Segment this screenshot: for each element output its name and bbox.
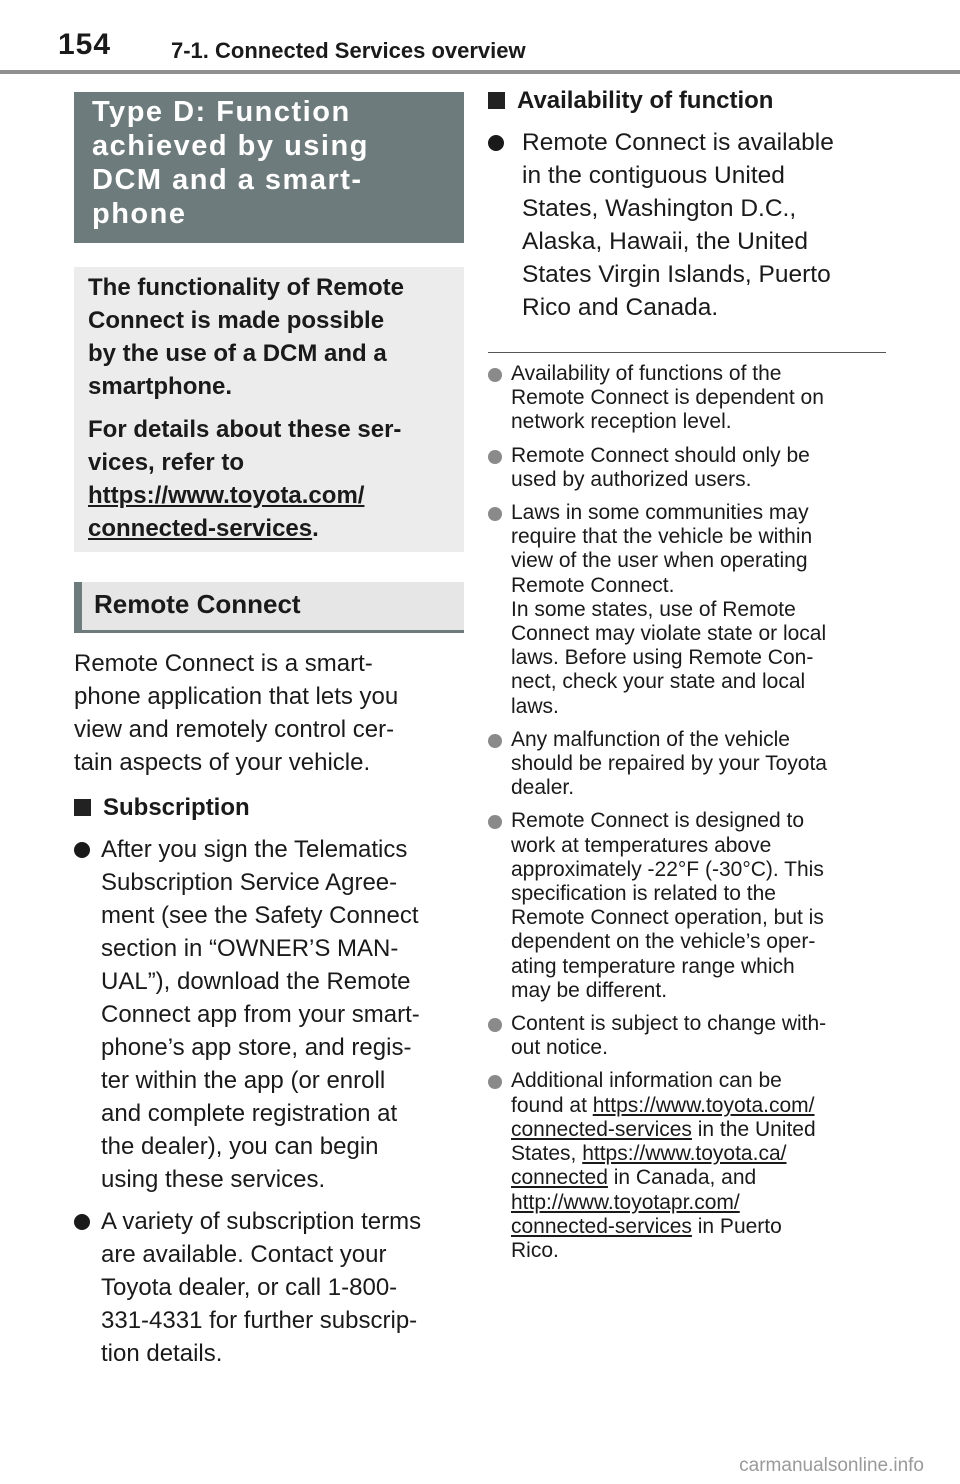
bullet-line: and complete registration at xyxy=(101,1100,398,1127)
remote-connect-heading-box xyxy=(74,582,464,633)
info-paragraph xyxy=(88,271,450,403)
note-fragment: in the United xyxy=(691,1117,816,1141)
note-item xyxy=(488,501,888,719)
info-line: For details about these ser- xyxy=(88,416,402,443)
info-line: smartphone. xyxy=(88,373,233,400)
bullet-line: are available. Contact your xyxy=(101,1241,387,1268)
bullet-line: phone’s app store, and regis- xyxy=(101,1034,412,1061)
note-line: ating temperature range which xyxy=(511,954,795,978)
left-column xyxy=(74,92,464,1370)
toyota-canada-link[interactable]: https://www.toyota.ca/ xyxy=(582,1142,787,1166)
info-line: by the use of a DCM and a xyxy=(88,340,387,367)
type-d-heading xyxy=(92,95,446,231)
note-bullet-icon xyxy=(488,1018,502,1032)
bullet-line: 331-4331 for further subscrip- xyxy=(101,1307,418,1334)
right-column xyxy=(488,84,888,1263)
link-suffix: . xyxy=(312,515,319,542)
note-bullet-icon xyxy=(488,450,502,464)
note-line: In some states, use of Remote xyxy=(511,597,796,621)
note-text xyxy=(511,809,888,1003)
page-number: 154 xyxy=(58,28,112,61)
toyota-connected-services-link[interactable]: https://www.toyota.com/ xyxy=(88,482,365,509)
notes-list xyxy=(488,362,888,1060)
type-d-heading-box xyxy=(74,92,464,243)
note-line: out notice. xyxy=(511,1036,608,1060)
notes-divider xyxy=(488,352,886,353)
type-d-heading-line: Type D: Function xyxy=(92,96,351,128)
intro-line: tain aspects of your vehicle. xyxy=(74,749,371,776)
note-item xyxy=(488,1012,888,1060)
note-text xyxy=(511,362,888,435)
bullet-line: After you sign the Telematics xyxy=(101,836,408,863)
remote-connect-intro xyxy=(74,647,464,779)
page-header xyxy=(0,0,960,74)
note-line: Remote Connect operation, but is xyxy=(511,906,824,930)
bullet-line: tion details. xyxy=(101,1340,223,1367)
note-bullet-icon xyxy=(488,1075,502,1089)
note-item xyxy=(488,809,888,1003)
toyota-connected-services-link[interactable]: connected-services xyxy=(88,515,313,542)
note-line: Additional information can be xyxy=(511,1069,782,1093)
disc-bullet-icon xyxy=(74,842,90,858)
bullet-line: A variety of subscription terms xyxy=(101,1208,422,1235)
note-text xyxy=(511,501,888,719)
note-line: Remote Connect is dependent on xyxy=(511,386,824,410)
bullet-line: ment (see the Safety Connect xyxy=(101,902,419,929)
info-line: Connect is made possible xyxy=(88,307,385,334)
disc-bullet-icon xyxy=(488,135,504,151)
note-item xyxy=(488,362,888,435)
bullet-line: UAL”), download the Remote xyxy=(101,968,411,995)
note-line: Rico. xyxy=(511,1238,559,1262)
note-line: specification is related to the xyxy=(511,882,776,906)
watermark: carmanualsonline.info xyxy=(739,1455,924,1476)
note-item xyxy=(488,728,888,801)
bullet-line: the dealer), you can begin xyxy=(101,1133,379,1160)
toyota-puerto-rico-link[interactable]: connected-services xyxy=(511,1214,692,1238)
bullet-line: in the contiguous United xyxy=(522,162,785,189)
bullet-line: section in “OWNER’S MAN- xyxy=(101,935,399,962)
note-text xyxy=(511,444,888,492)
info-details-paragraph xyxy=(88,413,450,545)
note-line: nect, check your state and local xyxy=(511,670,806,694)
note-line: laws. xyxy=(511,694,559,718)
note-fragment: in Canada, and xyxy=(607,1166,757,1190)
note-line: Remote Connect is designed to xyxy=(511,809,805,833)
toyota-canada-link[interactable]: connected xyxy=(511,1166,608,1190)
toyota-us-link[interactable]: connected-services xyxy=(511,1117,692,1141)
subscription-heading-text: Subscription xyxy=(103,794,250,821)
bullet-text xyxy=(101,1205,464,1370)
note-item xyxy=(488,444,888,492)
note-fragment: found at xyxy=(511,1093,593,1117)
note-line: Laws in some communities may xyxy=(511,501,809,525)
bullet-line: Connect app from your smart- xyxy=(101,1001,420,1028)
note-line: Availability of functions of the xyxy=(511,362,782,385)
note-text xyxy=(511,728,888,801)
remote-connect-heading: Remote Connect xyxy=(94,589,301,619)
note-line: dealer. xyxy=(511,776,575,800)
note-text xyxy=(511,1069,888,1263)
type-d-heading-line: DCM and a smart- xyxy=(92,164,363,196)
info-line: vices, refer to xyxy=(88,449,245,476)
bullet-text xyxy=(522,126,888,324)
note-line: dependent on the vehicle’s oper- xyxy=(511,930,816,954)
square-bullet-icon xyxy=(74,799,91,816)
subscription-bullet xyxy=(74,1205,464,1370)
square-bullet-icon xyxy=(488,92,505,109)
intro-line: view and remotely control cer- xyxy=(74,716,395,743)
availability-heading xyxy=(488,84,888,117)
toyota-us-link[interactable]: https://www.toyota.com/ xyxy=(592,1093,815,1117)
type-d-heading-line: achieved by using xyxy=(92,130,369,162)
toyota-puerto-rico-link[interactable]: http://www.toyotapr.com/ xyxy=(511,1190,740,1214)
type-d-info-box xyxy=(74,267,464,552)
note-line: Content is subject to change with- xyxy=(511,1012,827,1036)
note-line: work at temperatures above xyxy=(511,833,772,857)
note-fragment: States, xyxy=(511,1142,583,1166)
bullet-text xyxy=(101,833,464,1196)
bullet-line: Rico and Canada. xyxy=(522,294,719,321)
note-line: approximately -22°F (-30°C). This xyxy=(511,857,824,881)
type-d-heading-line: phone xyxy=(92,198,187,230)
subscription-heading xyxy=(74,791,464,824)
intro-line: phone application that lets you xyxy=(74,683,399,710)
note-line: used by authorized users. xyxy=(511,467,752,491)
note-line: Remote Connect should only be xyxy=(511,443,810,467)
availability-bullet xyxy=(488,126,888,324)
bullet-line: Subscription Service Agree- xyxy=(101,869,398,896)
header-divider xyxy=(0,70,960,74)
note-fragment: in Puerto xyxy=(691,1214,782,1238)
bullet-line: States Virgin Islands, Puerto xyxy=(522,261,831,288)
intro-line: Remote Connect is a smart- xyxy=(74,650,373,677)
bullet-line: Alaska, Hawaii, the United xyxy=(522,228,808,255)
info-line: The functionality of Remote xyxy=(88,274,405,301)
availability-heading-text: Availability of function xyxy=(517,87,774,114)
bullet-line: States, Washington D.C., xyxy=(522,195,797,222)
subscription-bullet xyxy=(74,833,464,1196)
note-line: laws. Before using Remote Con- xyxy=(511,646,814,670)
section-title: 7-1. Connected Services overview xyxy=(171,38,526,63)
note-line: Remote Connect. xyxy=(511,573,675,597)
note-line: Any malfunction of the vehicle xyxy=(511,727,790,751)
bullet-line: ter within the app (or enroll xyxy=(101,1067,386,1094)
note-line: require that the vehicle be within xyxy=(511,525,813,549)
note-bullet-icon xyxy=(488,507,502,521)
note-line: network reception level. xyxy=(511,410,732,434)
bullet-line: Toyota dealer, or call 1-800- xyxy=(101,1274,398,1301)
note-bullet-icon xyxy=(488,734,502,748)
note-bullet-icon xyxy=(488,815,502,829)
note-line: Connect may violate state or local xyxy=(511,622,827,646)
note-item xyxy=(488,1069,888,1263)
bullet-line: using these services. xyxy=(101,1166,326,1193)
disc-bullet-icon xyxy=(74,1214,90,1230)
bullet-line: Remote Connect is available xyxy=(522,129,834,156)
note-line: view of the user when operating xyxy=(511,549,808,573)
note-text xyxy=(511,1012,888,1060)
note-line: should be repaired by your Toyota xyxy=(511,752,827,776)
note-line: may be different. xyxy=(511,978,668,1002)
note-bullet-icon xyxy=(488,368,502,382)
